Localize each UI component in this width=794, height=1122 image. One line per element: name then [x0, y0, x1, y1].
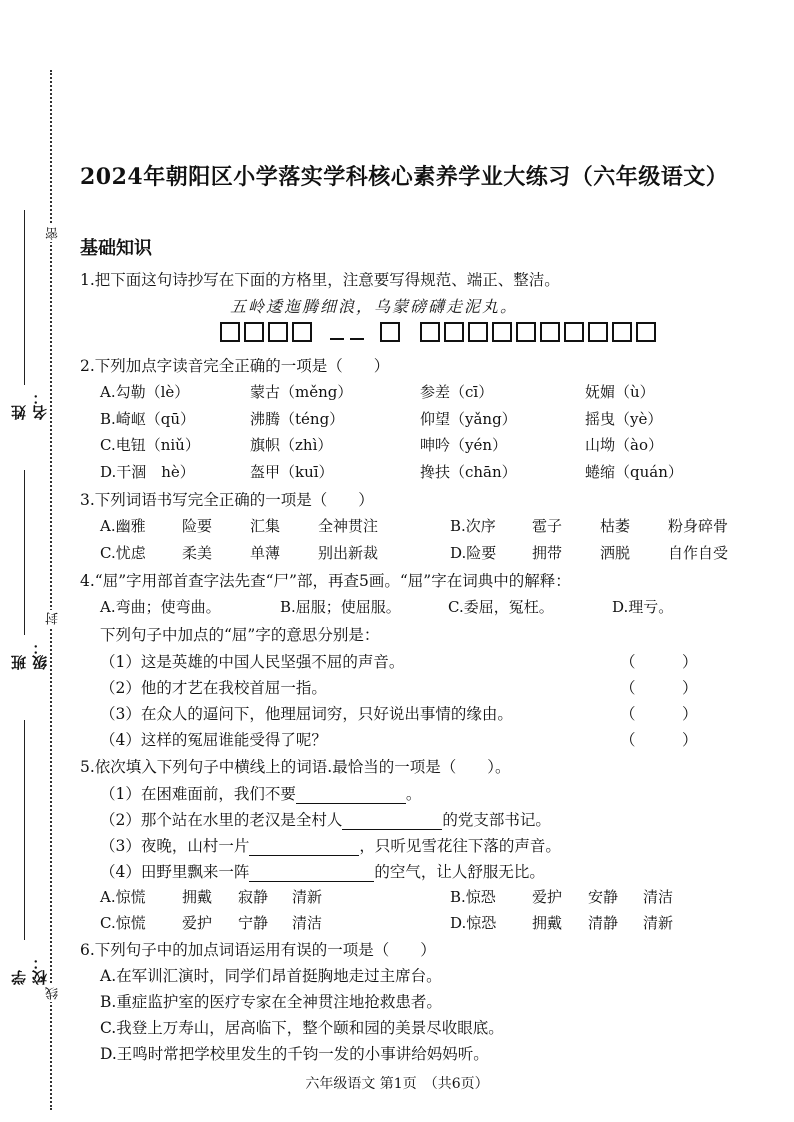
q5-option: B.惊恐	[450, 888, 496, 906]
q4-item: （2）他的才艺在我校首屈一指。	[100, 679, 327, 697]
q5-item	[100, 808, 551, 830]
q2-stem: 2.下列加点字读音完全正确的一项是（ ）	[80, 357, 390, 375]
name-blank-line	[24, 210, 25, 385]
q5-item-text: （2）那个站在水里的老汉是全村人	[100, 811, 343, 829]
q5-option: 清静	[588, 914, 619, 932]
q3-word: 全神贯注	[318, 517, 379, 535]
class-blank-line	[24, 470, 25, 635]
q5-item	[100, 782, 421, 804]
q5-item-text: （3）夜晚，山村一片	[100, 837, 250, 855]
q5-option: 清新	[292, 888, 323, 906]
q6-option: A.在军训汇演时，同学们昂首挺胸地走过主席台。	[100, 967, 442, 985]
grid-box	[468, 322, 488, 342]
q2-option: 盔甲（kuī）	[250, 463, 334, 481]
q2-option: 旗帜（zhì）	[250, 436, 333, 454]
q5-option: 拥戴	[182, 888, 213, 906]
q4-item: （1）这是英雄的中国人民坚强不屈的声音。	[100, 653, 405, 671]
grid-box	[444, 322, 464, 342]
q1-poem: 五岭逶迤腾细浪，乌蒙磅礴走泥丸。	[230, 297, 519, 316]
q4-answer-paren[interactable]: （ ）	[620, 653, 698, 671]
grid-box	[540, 322, 560, 342]
q5-option: 爱护	[532, 888, 563, 906]
q5-option: A.惊慌	[100, 888, 146, 906]
q3-word: A.幽雅	[100, 517, 146, 535]
q5-option: 拥戴	[532, 914, 563, 932]
grid-box	[612, 322, 632, 342]
q5-item-text: （1）在困难面前，我们不要	[100, 785, 296, 803]
q5-option: 宁静	[238, 914, 269, 932]
grid-box	[564, 322, 584, 342]
q4-definition: B.屈服；使屈服。	[280, 598, 401, 616]
school-label: 学校：	[10, 955, 49, 985]
q2-option: B.崎岖（qū）	[100, 410, 196, 428]
name-label: 姓名：	[10, 390, 49, 420]
q3-word: 枯萎	[600, 517, 631, 535]
grid-box	[588, 322, 608, 342]
q5-option: 安静	[588, 888, 619, 906]
q5-item-tail: ，只听见雪花往下落的声音。	[359, 837, 561, 855]
q5-item-text: （4）田野里飘来一阵	[100, 863, 250, 881]
exam-title: 2024年朝阳区小学落实学科核心素养学业大练习（六年级语文）	[80, 164, 729, 190]
q5-item	[100, 834, 561, 856]
q6-option: D.王鸣时常把学校里发生的千钧一发的小事讲给妈妈听。	[100, 1045, 489, 1063]
grid-box	[516, 322, 536, 342]
q5-option: 清新	[643, 914, 674, 932]
q6-option: B.重症监护室的医疗专家在全神贯注地抢救患者。	[100, 993, 442, 1011]
seal-xian: 线	[46, 987, 61, 1000]
page-footer: 六年级语文 第1页 （共6页）	[305, 1076, 489, 1092]
q5-item	[100, 860, 545, 882]
q3-word: 单薄	[250, 544, 281, 562]
q4-answer-paren[interactable]: （ ）	[620, 679, 698, 697]
grid-box	[420, 322, 440, 342]
q3-word: 险要	[182, 517, 213, 535]
class-label: 班级：	[10, 640, 49, 670]
q4-stem: 4.“屈”字用部首查字法先查“尸”部，再查5画。“屈”字在词典中的解释：	[80, 572, 571, 590]
q4-definition: D.理亏。	[612, 598, 674, 616]
q5-blank[interactable]	[249, 837, 359, 856]
q2-option: 呻吟（yén）	[420, 436, 508, 454]
grid-dash	[350, 338, 364, 340]
q5-blank[interactable]	[249, 863, 374, 882]
q5-option: D.惊恐	[450, 914, 497, 932]
q5-option: 爱护	[182, 914, 213, 932]
q3-word: C.忧虑	[100, 544, 146, 562]
q2-option: A.勾勒（lè）	[100, 383, 190, 401]
q1-stem: 1.把下面这句诗抄写在下面的方格里，注意要写得规范、端正、整洁。	[80, 271, 560, 289]
q5-option: C.惊慌	[100, 914, 146, 932]
q2-option: 沸腾（téng）	[250, 410, 345, 428]
q5-blank[interactable]	[342, 811, 442, 830]
q5-stem: 5.依次填入下列句子中横线上的词语.最恰当的一项是（ ）。	[80, 758, 511, 776]
seal-mi: 密	[46, 227, 61, 240]
q2-option: 搀扶（chān）	[420, 463, 517, 481]
grid-box	[292, 322, 312, 342]
grid-box	[244, 322, 264, 342]
q2-option: 山坳（ào）	[585, 436, 663, 454]
grid-box	[636, 322, 656, 342]
q3-word: 别出新裁	[318, 544, 379, 562]
q4-answer-paren[interactable]: （ ）	[620, 731, 698, 749]
q4-definition: C.委屈，冤枉。	[448, 598, 554, 616]
section-heading: 基础知识	[80, 238, 152, 259]
q3-word: 自作自受	[668, 544, 729, 562]
q5-option: 清洁	[292, 914, 323, 932]
q3-word: 汇集	[250, 517, 281, 535]
q2-option: 妩媚（ù）	[585, 383, 655, 401]
grid-box	[220, 322, 240, 342]
q2-option: 仰望（yǎng）	[420, 410, 517, 428]
q6-stem: 6.下列句子中的加点词语运用有误的一项是（ ）	[80, 941, 436, 959]
grid-box	[492, 322, 512, 342]
grid-box	[268, 322, 288, 342]
q3-stem: 3.下列词语书写完全正确的一项是（ ）	[80, 491, 374, 509]
q5-item-tail: 。	[405, 785, 422, 803]
seal-feng: 封	[46, 612, 61, 625]
q4-item: （3）在众人的逼问下，他理屈词穷，只好说出事情的缘由。	[100, 705, 513, 723]
q5-option: 寂静	[238, 888, 269, 906]
q6-option: C.我登上万寿山，居高临下，整个颐和园的美景尽收眼底。	[100, 1019, 504, 1037]
q2-option: D.干涸 hè）	[100, 463, 195, 481]
q3-word: 拥带	[532, 544, 563, 562]
q2-option: C.电钮（niǔ）	[100, 436, 200, 454]
q4-answer-paren[interactable]: （ ）	[620, 705, 698, 723]
q5-item-tail: 的党支部书记。	[442, 811, 551, 829]
school-blank-line	[24, 720, 25, 940]
grid-dash	[330, 338, 344, 340]
q3-word: 柔美	[182, 544, 213, 562]
q4-subquestion: 下列句子中加点的“屈”字的意思分别是：	[100, 626, 380, 644]
q3-word: D.险要	[450, 544, 497, 562]
q5-item-tail: 的空气，让人舒服无比。	[374, 863, 545, 881]
q2-option: 蜷缩（quán）	[585, 463, 683, 481]
q2-option: 摇曳（yè）	[585, 410, 663, 428]
q3-word: 雹子	[532, 517, 563, 535]
q4-item: （4）这样的冤屈谁能受得了呢？	[100, 731, 327, 749]
q3-word: 粉身碎骨	[668, 517, 729, 535]
q2-option: 蒙古（měng）	[250, 383, 353, 401]
q5-option: 清洁	[643, 888, 674, 906]
q4-definition: A.弯曲；使弯曲。	[100, 598, 221, 616]
q3-word: B.次序	[450, 517, 496, 535]
q2-option: 参差（cī）	[420, 383, 494, 401]
grid-box	[380, 322, 400, 342]
q3-word: 洒脱	[600, 544, 631, 562]
q5-blank[interactable]	[296, 785, 406, 804]
